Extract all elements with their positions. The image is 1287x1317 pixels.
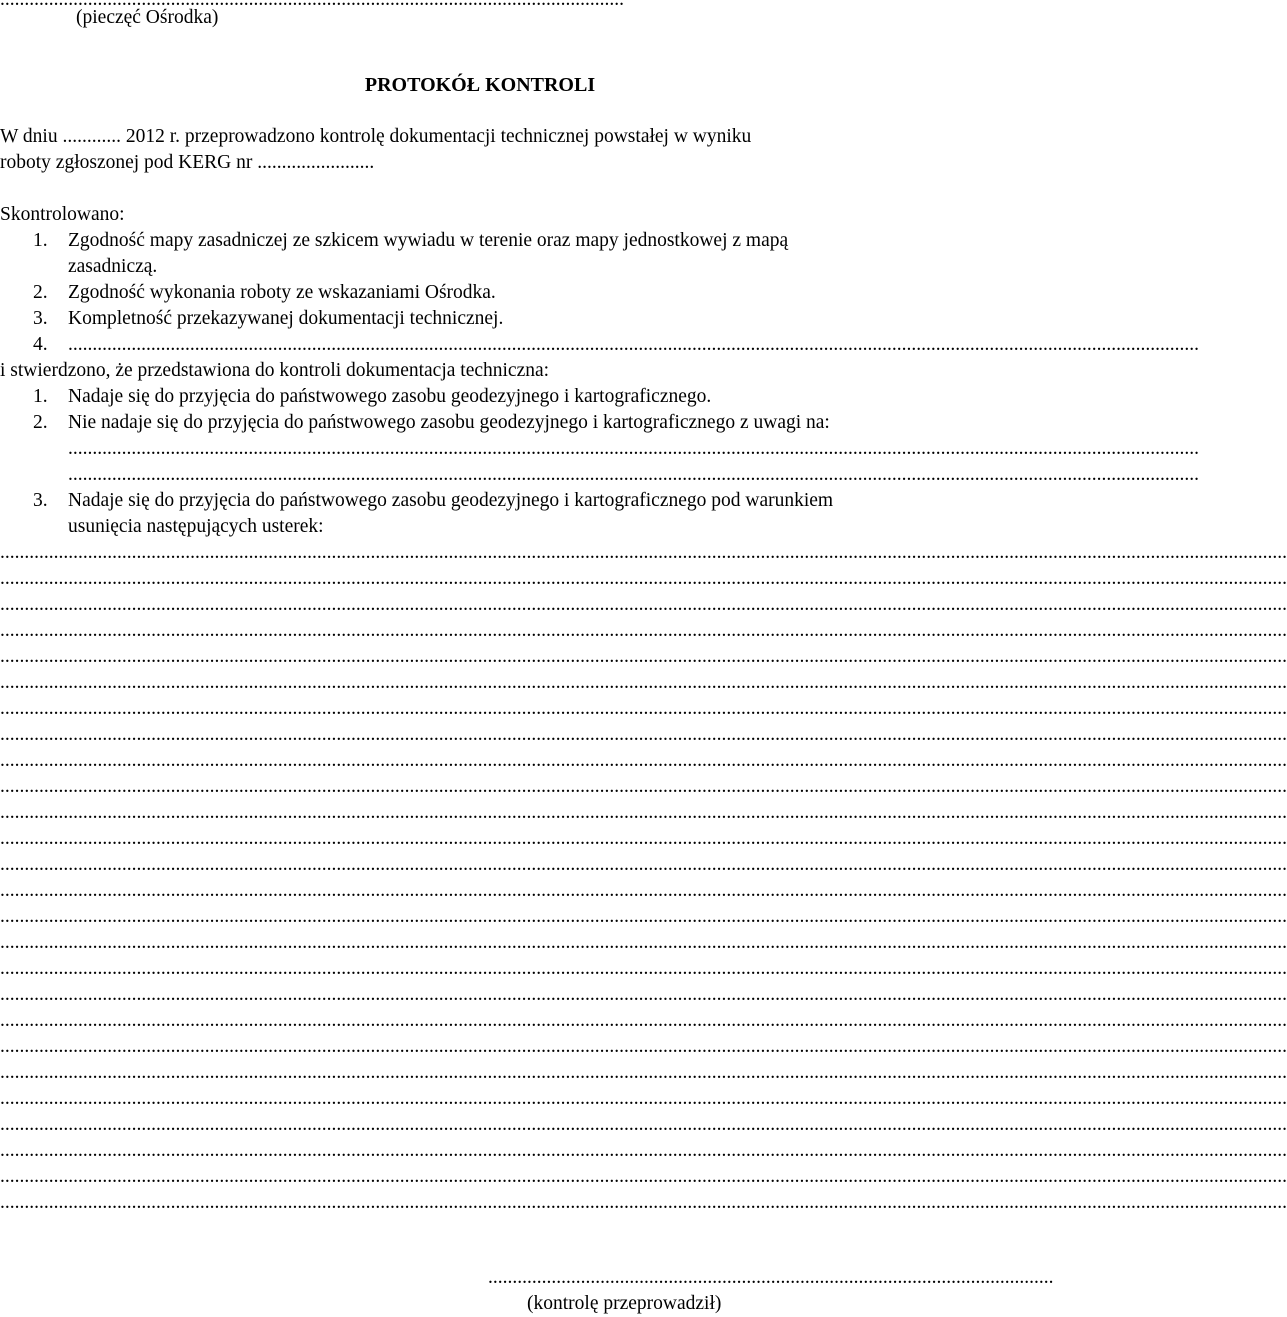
stamp-label: (pieczęć Ośrodka) bbox=[76, 7, 219, 28]
checked-item-2-number: 2. bbox=[33, 282, 48, 303]
defect-dotted-line: ........................................................................................................................................................................................................................................................................ bbox=[0, 1062, 1287, 1083]
defect-dotted-line: ........................................................................................................................................................................................................................................................................ bbox=[0, 594, 1287, 615]
defect-dotted-line: ........................................................................................................................................................................................................................................................................ bbox=[0, 646, 1287, 667]
finding-label: i stwierdzono, że przedstawiona do kontroli dokumentacja techniczna: bbox=[0, 360, 550, 381]
signature-label: (kontrolę przeprowadził) bbox=[527, 1293, 722, 1314]
defect-dotted-line: ........................................................................................................................................................................................................................................................................ bbox=[0, 854, 1287, 875]
defect-dotted-line: ........................................................................................................................................................................................................................................................................ bbox=[0, 802, 1287, 823]
defect-dotted-line: ........................................................................................................................................................................................................................................................................ bbox=[0, 1010, 1287, 1031]
checked-item-3-line-1: Kompletność przekazywanej dokumentacji technicznej. bbox=[68, 308, 504, 329]
checked-label: Skontrolowano: bbox=[0, 204, 125, 225]
intro-line-2: roboty zgłoszonej pod KERG nr ........................ bbox=[0, 152, 375, 173]
checked-item-4-dotted-line: ........................................................................................................................................................................................................................................ bbox=[68, 334, 1199, 355]
signature-dotted-line: .................................................................................................................... bbox=[488, 1267, 1054, 1288]
finding-item-2-line-1: Nie nadaje się do przyjęcia do państwowego zasobu geodezyjnego i kartograficznego z uwagi na: bbox=[68, 412, 830, 433]
checked-item-1-number: 1. bbox=[33, 230, 48, 251]
defect-dotted-line: ........................................................................................................................................................................................................................................................................ bbox=[0, 984, 1287, 1005]
checked-item-1-line-1: Zgodność mapy zasadniczej ze szkicem wywiadu w terenie oraz mapy jednostkowej z mapą bbox=[68, 230, 789, 251]
defect-dotted-line: ........................................................................................................................................................................................................................................................................ bbox=[0, 880, 1287, 901]
checked-item-1-line-2: zasadniczą. bbox=[68, 256, 158, 277]
finding-item-2-dotted-line-1: ........................................................................................................................................................................................................................................ bbox=[68, 438, 1199, 459]
checked-item-4-number: 4. bbox=[33, 334, 48, 355]
defect-dotted-line: ........................................................................................................................................................................................................................................................................ bbox=[0, 542, 1287, 563]
document-title: PROTOKÓŁ KONTROLI bbox=[364, 74, 596, 96]
defect-dotted-line: ........................................................................................................................................................................................................................................................................ bbox=[0, 1114, 1287, 1135]
defect-dotted-line: ........................................................................................................................................................................................................................................................................ bbox=[0, 958, 1287, 979]
finding-item-2-number: 2. bbox=[33, 412, 48, 433]
finding-item-1-number: 1. bbox=[33, 386, 48, 407]
intro-line-1: W dniu ............ 2012 r. przeprowadzono kontrolę dokumentacji technicznej powstałej w wyniku bbox=[0, 126, 752, 147]
defect-dotted-line: ........................................................................................................................................................................................................................................................................ bbox=[0, 568, 1287, 589]
finding-item-1-line-1: Nadaje się do przyjęcia do państwowego zasobu geodezyjnego i kartograficznego. bbox=[68, 386, 712, 407]
defect-dotted-line: ........................................................................................................................................................................................................................................................................ bbox=[0, 828, 1287, 849]
defect-dotted-line: ........................................................................................................................................................................................................................................................................ bbox=[0, 672, 1287, 693]
checked-item-3-number: 3. bbox=[33, 308, 48, 329]
defect-dotted-line: ........................................................................................................................................................................................................................................................................ bbox=[0, 724, 1287, 745]
defect-dotted-line: ........................................................................................................................................................................................................................................................................ bbox=[0, 750, 1287, 771]
defect-dotted-line: ........................................................................................................................................................................................................................................................................ bbox=[0, 776, 1287, 797]
defect-dotted-line: ........................................................................................................................................................................................................................................................................ bbox=[0, 906, 1287, 927]
defect-dotted-line: ........................................................................................................................................................................................................................................................................ bbox=[0, 932, 1287, 953]
defect-dotted-line: ........................................................................................................................................................................................................................................................................ bbox=[0, 620, 1287, 641]
defect-dotted-line: ........................................................................................................................................................................................................................................................................ bbox=[0, 1166, 1287, 1187]
finding-item-2-dotted-line-2: ........................................................................................................................................................................................................................................ bbox=[68, 464, 1199, 485]
checked-item-2-line-1: Zgodność wykonania roboty ze wskazaniami Ośrodka. bbox=[68, 282, 496, 303]
defect-dotted-line: ........................................................................................................................................................................................................................................................................ bbox=[0, 1088, 1287, 1109]
finding-item-3-line-1: Nadaje się do przyjęcia do państwowego zasobu geodezyjnego i kartograficznego pod warunkiem bbox=[68, 490, 834, 511]
defect-dotted-line: ........................................................................................................................................................................................................................................................................ bbox=[0, 698, 1287, 719]
defect-dotted-line: ........................................................................................................................................................................................................................................................................ bbox=[0, 1192, 1287, 1213]
finding-item-3-line-2: usunięcia następujących usterek: bbox=[68, 516, 324, 537]
defect-dotted-line: ........................................................................................................................................................................................................................................................................ bbox=[0, 1036, 1287, 1057]
defect-dotted-line: ........................................................................................................................................................................................................................................................................ bbox=[0, 1140, 1287, 1161]
finding-item-3-number: 3. bbox=[33, 490, 48, 511]
